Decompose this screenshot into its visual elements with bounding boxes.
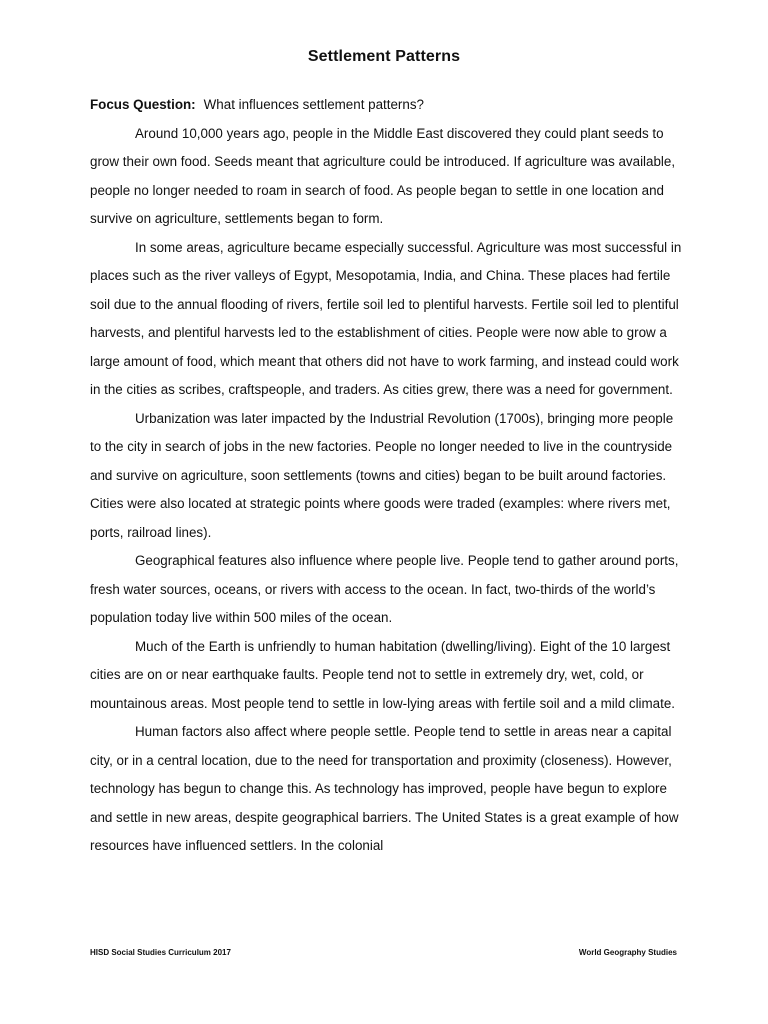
paragraph-industrial-revolution: Urbanization was later impacted by the Industrial Revolution (1700s), bringing more people to the city in search of jobs in the new factories. People no longer needed to live in the countryside and survive on agriculture, soon settlements (towns and cities) began to be built around factories. Cities were also located at strategic points where goods were traded (examples: where rivers met, ports, railroad lines).: [90, 410, 674, 540]
focus-question: [90, 91, 685, 120]
paragraph-habitation: Much of the Earth is unfriendly to human habitation (dwelling/living). Eight of the 10 largest cities are on or near earthquake faults. People tend not to settle in extremely dry, wet, cold, or mountainous areas. Most people tend to settle in low-lying areas with fertile soil and a mild climate.: [90, 638, 676, 711]
footer-right: World Geography Studies: [578, 948, 677, 957]
focus-question-label: Focus Question:: [90, 97, 196, 112]
footer-left: HISD Social Studies Curriculum 2017: [90, 948, 231, 957]
focus-question-text: What influences settlement patterns?: [203, 97, 424, 112]
paragraph-river-valleys: In some areas, agriculture became especially successful. Agriculture was most successful in places such as the river valleys of Egypt, Mesopotamia, India, and China. These places had fertile soil due to the annual flooding of rivers, fertile soil led to plentiful harvests. Fertile soil led to plentiful harvests, and plentiful harvests led to the establishment of cities. People were now able to grow a large amount of food, which meant that others did not have to work farming, and instead could work in the cities as scribes, craftspeople, and traders. As cities grew, there was a need for government.: [90, 239, 682, 397]
document-body: [90, 91, 685, 861]
paragraph-geographical-features: Geographical features also influence where people live. People tend to gather around ports, fresh water sources, oceans, or rivers with access to the ocean. In fact, two-thirds of the world’s population today live within 500 miles of the ocean.: [90, 553, 679, 625]
paragraph-agriculture-origins: Around 10,000 years ago, people in the Middle East discovered they could plant seeds to grow their own food. Seeds meant that agriculture could be introduced. If agriculture was available, people no longer needed to roam in search of food. As people began to settle in one location and survive on agriculture, settlements began to form.: [90, 125, 676, 226]
paragraph-human-factors: Human factors also affect where people settle. People tend to settle in areas near a capital city, or in a central location, due to the need for transportation and proximity (closeness). However, technology has begun to change this. As technology has improved, people have begun to explore and settle in new areas, despite geographical barriers. The United States is a great example of how resources have influenced settlers. In the colonial: [90, 724, 679, 853]
page-title: Settlement Patterns: [307, 48, 461, 65]
